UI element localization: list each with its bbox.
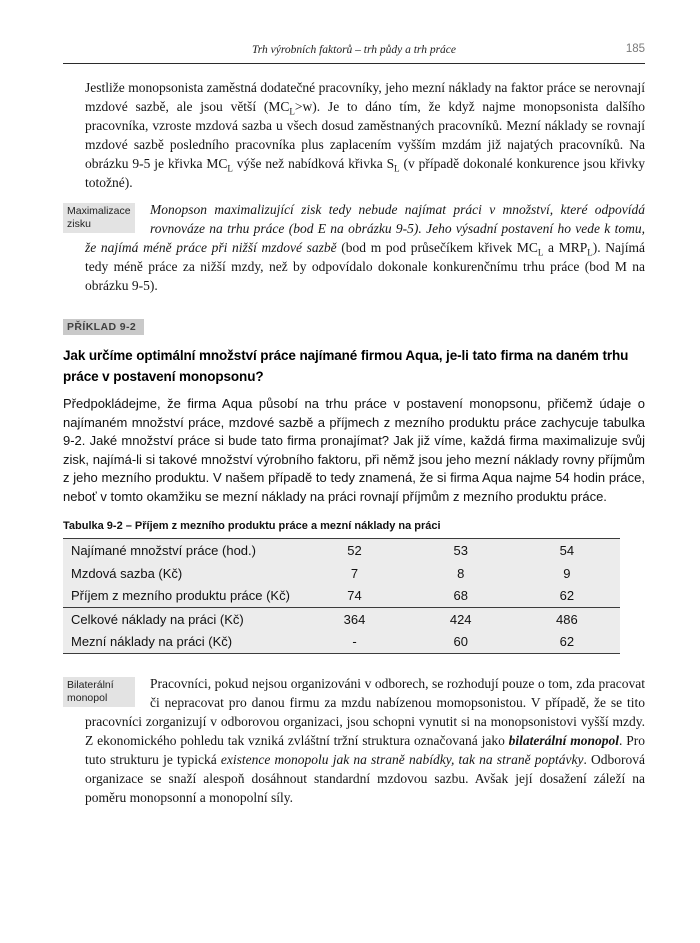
- row-label: Mzdová sazba (Kč): [71, 565, 183, 581]
- table-row-marginal-cost: [63, 631, 620, 654]
- paragraph-profit-maximizing: [67, 200, 645, 295]
- cell-value: 74: [347, 588, 362, 604]
- paragraph-bilateral-monopoly: [67, 674, 645, 807]
- paragraph-monopsonist-costs: [85, 78, 645, 192]
- cell-value: 486: [514, 608, 620, 631]
- row-label: Příjem z mezního produktu práce (Kč): [71, 588, 290, 604]
- subscript-L: L: [587, 247, 593, 258]
- subscript-L: L: [537, 247, 544, 258]
- text-segment: a MRP: [543, 240, 588, 255]
- text-segment: ). Najímá tedy méně práce za nižší mzdy, než by odpovídalo dokonale konkurenčnímu trhu práce (bod M na obrázku 9-5).: [85, 240, 645, 293]
- text-segment: Jestliže monopsonista zaměstná dodatečné pracovníky, jeho mezní náklady na faktor práce se nerovnají mzdové sazbě, ale jsou větší (MC: [85, 80, 645, 114]
- example-body-text: Předpokládejme, že firma Aqua působí na trhu práce v postavení monopsonu, přičemž údaje o najímaném množství práce, mzdové sazbě a příjmech z mezního produktu práce zachycuje tabulka 9-2. Jaké množství práce si bude tato firma pronajímat? Jak již víme, každá firma maximalizuje svůj zisk, najímá-li si takové množství výrobního faktoru, při němž jsou jeho mezní náklady rovny příjmům z jeho mezního produktu. V našem případě to tedy znamená, že si firma Aqua najme 54 hodin práce, neboť v tomto okamžiku se mezní náklady na práci rovnají příjmům z mezního produktu práce.: [63, 396, 645, 504]
- subscript-L: L: [289, 106, 295, 117]
- example-label: PŘÍKLAD 9-2: [63, 319, 144, 335]
- cell-value: 52: [347, 542, 362, 558]
- table-9-2: [63, 538, 620, 654]
- example-9-2-section: [63, 317, 645, 654]
- cell-value: 60: [453, 634, 468, 650]
- text-segment: (bod m pod průsečíkem křivek MC: [336, 240, 538, 255]
- table-caption: Tabulka 9-2 – Příjem z mezního produktu práce a mezní náklady na práci: [63, 520, 441, 532]
- margin-note-bilateral: Bilaterální monopol: [63, 677, 135, 707]
- table-row-quantity: [63, 539, 620, 562]
- cell-value: 364: [301, 608, 407, 631]
- cell-value: 62: [559, 634, 575, 650]
- table-9-2-block: [63, 520, 645, 654]
- table-row-wage: [63, 562, 620, 585]
- row-label: Mezní náklady na práci (Kč): [71, 634, 233, 650]
- row-label: Najímané množství práce (hod.): [71, 542, 256, 558]
- text-segment: (v případě dokonalé konkurence jsou křivky totožné).: [85, 156, 646, 190]
- table-row-mrp: [63, 585, 620, 608]
- table-row-total-cost: [63, 608, 620, 631]
- text-segment-italic: existence monopolu jak na straně nabídky, tak na straně poptávky: [220, 752, 584, 767]
- text-segment-bold-italic: bilaterální monopol: [508, 733, 620, 748]
- cell-value: 7: [350, 565, 359, 581]
- page-number: 185: [625, 43, 645, 55]
- cell-value: 53: [453, 542, 468, 558]
- text-segment: . Pro tuto strukturu je typická: [85, 733, 645, 767]
- cell-value: 68: [453, 588, 468, 604]
- subscript-L: L: [227, 163, 233, 174]
- cell-value: 8: [457, 565, 465, 581]
- text-segment: >w). Je to dáno tím, že když najme monopsonista dalšího pracovníka, vzroste mzdová sazba u všech dosud zaměstnaných pracovníků. Mezní náklady se rovnají mzdové sazbě posledního pracovníka plus zaplacením vyšším mzdám již najatých pracovníků. Na obrázku 9-5 je křivka MC: [85, 99, 645, 171]
- text-segment: . Odborová organizace se snaží alespoň dosáhnout standardní mzdovou sazbu. Avšak její dosažení záleží na poměru monopsonní a monopolní síly.: [85, 752, 645, 805]
- margin-note-profit-max: Maximalizace zisku: [63, 203, 135, 233]
- row-label: Celkové náklady na práci (Kč): [63, 608, 301, 631]
- text-segment: Pracovníci, pokud nejsou organizováni v odborech, se rozhodují pouze o tom, zda pracovat či nepracovat pro danou firmu za mzdu nabízenou momopsonistou. V případě, že se tito pracovníci zorganizují v odborovou organizaci, jsou schopni vynutit si na monopsonistovi vyšší mzdy. Z ekonomického pohledu tak vzniká zvláštní tržní struktura označovaná jako: [85, 676, 645, 748]
- running-title: Trh výrobních faktorů – trh půdy a trh práce: [251, 44, 457, 56]
- cell-value: 9: [563, 565, 571, 581]
- cell-value: -: [352, 634, 357, 650]
- cell-value: 424: [408, 608, 514, 631]
- page-header: [63, 42, 645, 64]
- subscript-L: L: [394, 163, 400, 174]
- text-segment: výše než nabídková křivka S: [232, 156, 395, 171]
- example-heading: Jak určíme optimální množství práce najímané firmou Aqua, je-li tato firma na daném trhu práce v postavení monopsonu?: [63, 348, 629, 384]
- text-segment-italic: Monopson maximalizující zisk tedy nebude najímat práci v množství, které odpovídá rovnováze na trhu práce (bod E na obrázku 9-5). Jeho výsadní postavení ho vede k tomu, že najímá méně práce při nižší mzdové sazbě: [85, 202, 645, 255]
- cell-value: 62: [559, 588, 575, 604]
- cell-value: 54: [559, 542, 575, 558]
